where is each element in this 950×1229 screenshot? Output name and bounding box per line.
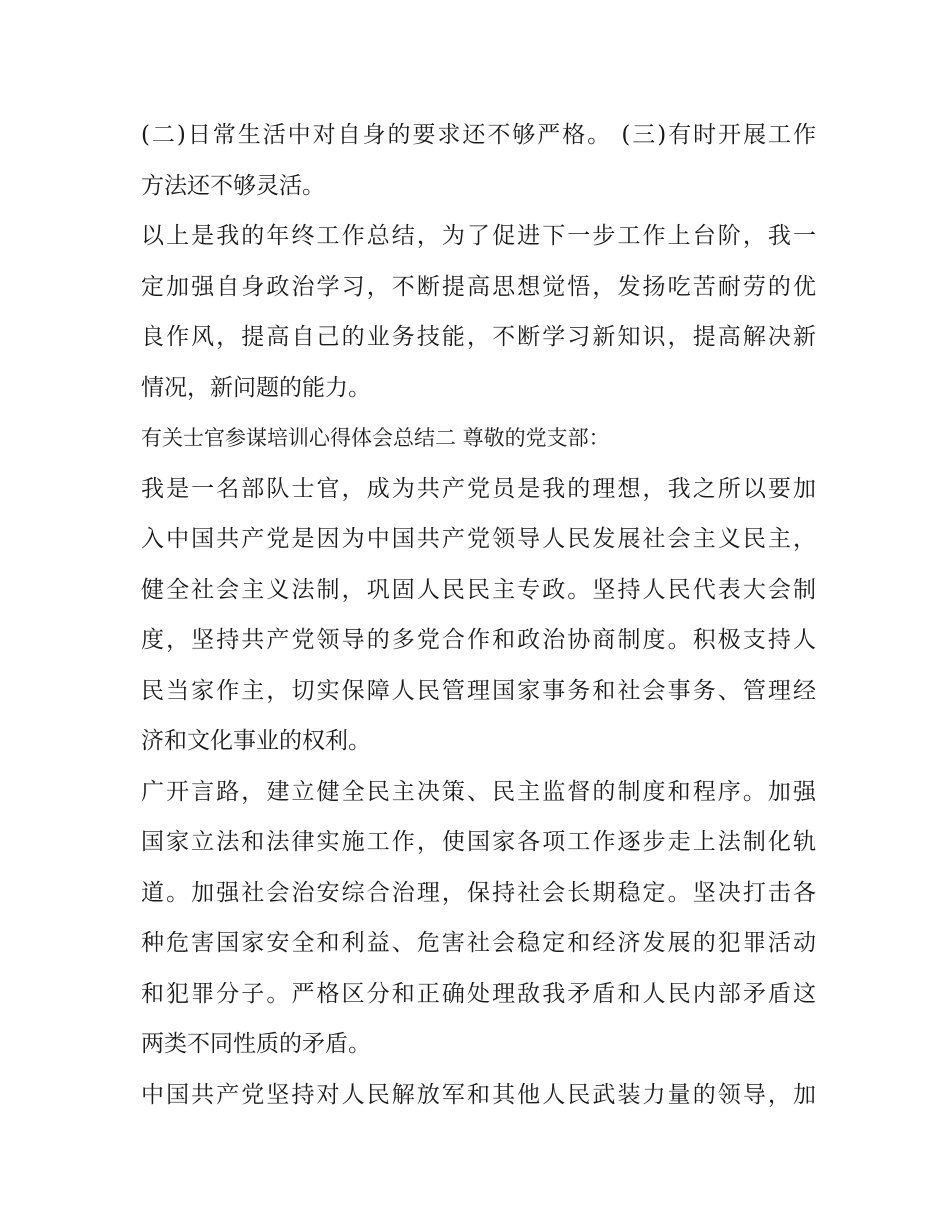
section-heading-line: 有关士官参谋培训心得体会总结二 尊敬的党支部： — [141, 426, 610, 450]
text-line: 良作风，提高自己的业务技能，不断学习新知识，提高解决新 — [141, 324, 816, 350]
text-line: 以上是我的年终工作总结，为了促进下一步工作上台阶，我一 — [141, 223, 816, 249]
document-body — [141, 110, 816, 1120]
text-line: (二)日常生活中对自身的要求还不够严格。 (三)有时开展工作 — [141, 122, 816, 148]
text-line: 广开言路，建立健全民主决策、民主监督的制度和程序。加强 — [141, 778, 816, 805]
text-line: 我是一名部队士官，成为共产党员是我的理想，我之所以要加 — [141, 475, 816, 502]
text-line: 健全社会主义法制，巩固人民民主专政。坚持人民代表大会制 — [141, 576, 816, 603]
text-line: 度，坚持共产党领导的多党合作和政治协商制度。积极支持人 — [141, 627, 816, 653]
text-line: 入中国共产党是因为中国共产党领导人民发展社会主义民主， — [141, 526, 816, 552]
text-line: 方法还不够灵活。 — [141, 172, 325, 199]
text-line: 情况，新问题的能力。 — [141, 374, 371, 401]
text-line: 定加强自身政治学习，不断提高思想觉悟，发扬吃苦耐劳的优 — [141, 273, 816, 300]
text-line: 两类不同性质的矛盾。 — [141, 1031, 371, 1057]
text-line: 种危害国家安全和利益、危害社会稳定和经济发展的犯罪活动 — [141, 930, 816, 956]
text-line: 中国共产党坚持对人民解放军和其他人民武装力量的领导，加 — [141, 1081, 816, 1108]
text-line: 国家立法和法律实施工作，使国家各项工作逐步走上法制化轨 — [141, 829, 816, 855]
text-line: 济和文化事业的权利。 — [141, 728, 371, 754]
text-line: 道。加强社会治安综合治理，保持社会长期稳定。坚决打击各 — [141, 879, 816, 906]
text-line: 民当家作主，切实保障人民管理国家事务和社会事务、管理经 — [141, 677, 816, 704]
text-line: 和犯罪分子。严格区分和正确处理敌我矛盾和人民内部矛盾这 — [141, 980, 816, 1007]
